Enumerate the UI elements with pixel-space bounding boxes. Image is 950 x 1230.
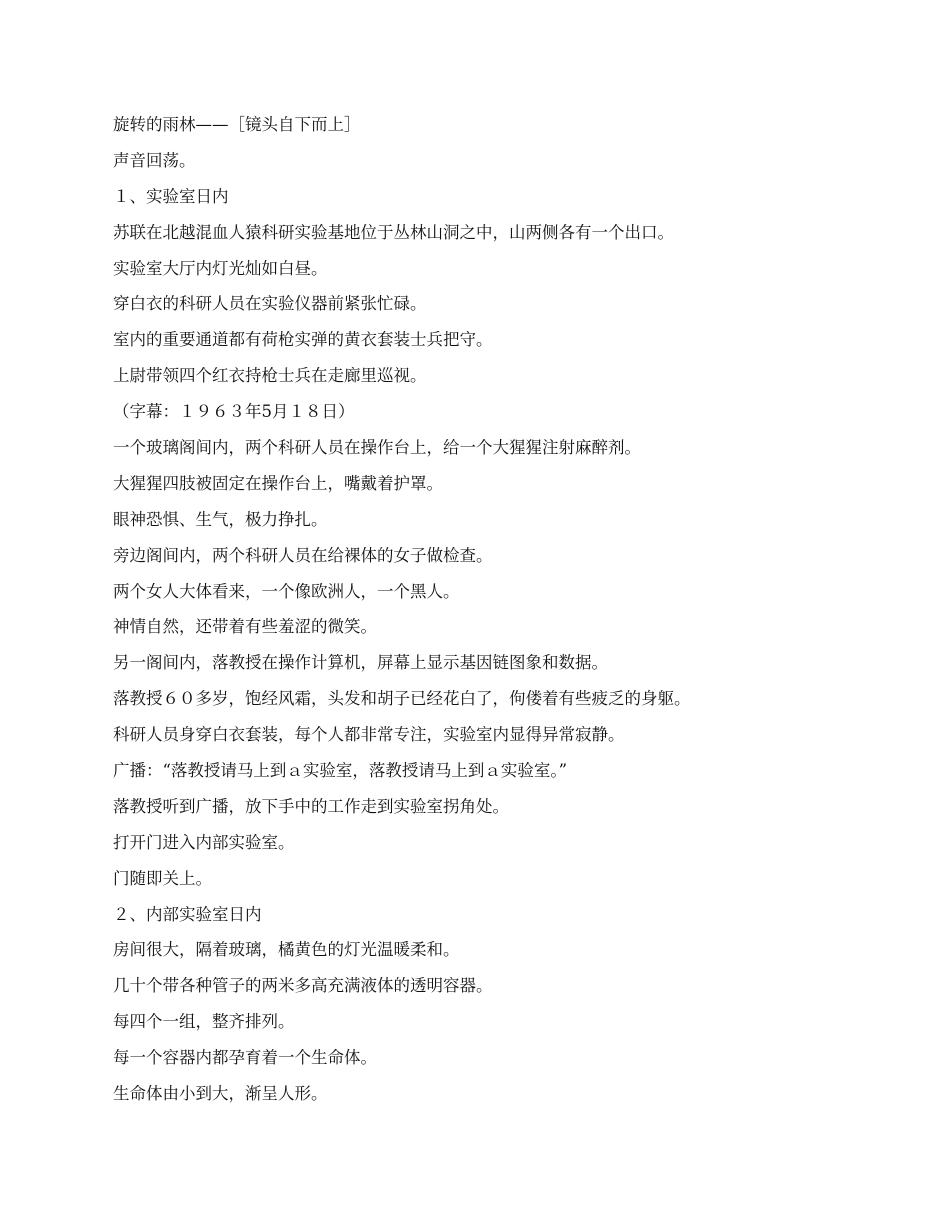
text-line: 落教授听到广播，放下手中的工作走到实验室拐角处。 bbox=[113, 796, 509, 816]
broadcast-line: 广播：“落教授请马上到ａ实验室，落教授请马上到ａ实验室。” bbox=[113, 761, 568, 781]
text-line: 科研人员身穿白衣套装，每个人都非常专注，实验室内显得异常寂静。 bbox=[113, 725, 625, 745]
text-line: 每一个容器内都孕育着一个生命体。 bbox=[113, 1048, 377, 1068]
text-line: 声音回荡。 bbox=[113, 150, 196, 170]
text-line: 几十个带各种管子的两米多高充满液体的透明容器。 bbox=[113, 976, 493, 996]
text-line: 一个玻璃阁间内，两个科研人员在操作台上，给一个大猩猩注射麻醉剂。 bbox=[113, 438, 641, 458]
text-line: 苏联在北越混血人猿科研实验基地位于丛林山洞之中，山两侧各有一个出口。 bbox=[113, 222, 674, 242]
scene-heading: １、实验室日内 bbox=[113, 186, 229, 206]
text-line: 上尉带领四个红衣持枪士兵在走廊里巡视。 bbox=[113, 366, 427, 386]
text-line: 门随即关上。 bbox=[113, 868, 212, 888]
text-line: 旁边阁间内，两个科研人员在给裸体的女子做检查。 bbox=[113, 545, 493, 565]
text-line: 另一阁间内，落教授在操作计算机，屏幕上显示基因链图象和数据。 bbox=[113, 653, 608, 673]
text-line: 神情自然，还带着有些羞涩的微笑。 bbox=[113, 617, 377, 637]
caption-line: （字幕：１９６３年5月１８日） bbox=[113, 402, 355, 422]
scene-heading: ２、内部实验室日内 bbox=[113, 904, 262, 924]
text-line: 室内的重要通道都有荷枪实弹的黄衣套装士兵把守。 bbox=[113, 330, 493, 350]
text-line: 大猩猩四肢被固定在操作台上，嘴戴着护罩。 bbox=[113, 473, 443, 493]
text-line: 生命体由小到大，渐呈人形。 bbox=[113, 1084, 328, 1104]
text-line: 穿白衣的科研人员在实验仪器前紧张忙碌。 bbox=[113, 294, 427, 314]
text-line: 打开门进入内部实验室。 bbox=[113, 832, 295, 852]
text-line: 两个女人大体看来，一个像欧洲人，一个黑人。 bbox=[113, 581, 460, 601]
text-line: 每四个一组，整齐排列。 bbox=[113, 1012, 295, 1032]
scene-title: 旋转的雨林——［镜头自下而上］ bbox=[113, 115, 361, 134]
text-line: 落教授６０多岁，饱经风霜，头发和胡子已经花白了，佝偻着有些疲乏的身躯。 bbox=[113, 689, 691, 709]
document-body bbox=[113, 107, 873, 1112]
text-line: 实验室大厅内灯光灿如白昼。 bbox=[113, 258, 328, 278]
text-line: 眼神恐惧、生气，极力挣扎。 bbox=[113, 509, 328, 529]
text-line: 房间很大，隔着玻璃，橘黄色的灯光温暖柔和。 bbox=[113, 940, 460, 960]
